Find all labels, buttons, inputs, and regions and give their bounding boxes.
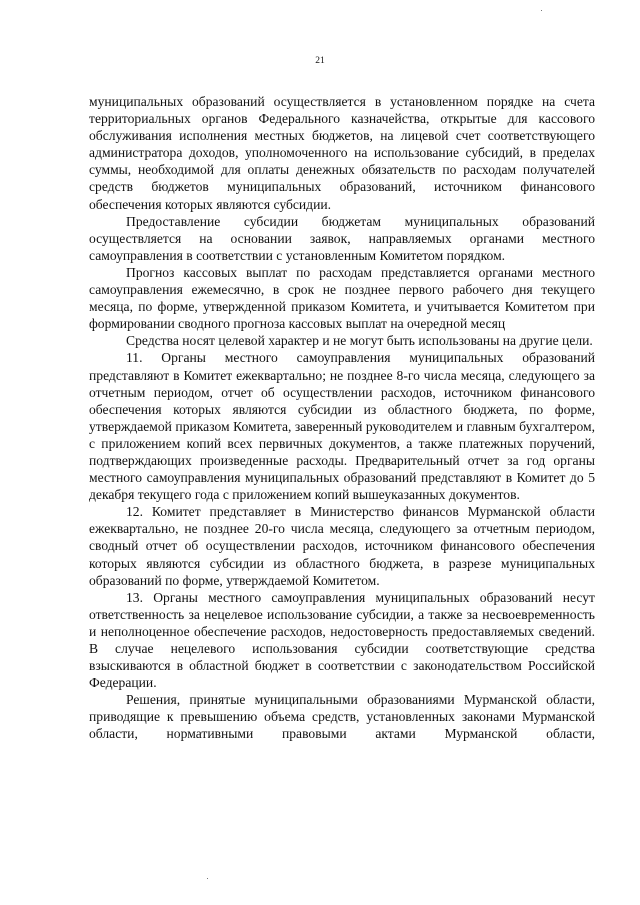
scan-speck <box>541 10 542 11</box>
paragraph-continuation: муниципальных образований осуществляется в установленном порядке на счета территориальных органов Федерального казначейства, открытые для кассового обслуживания исполнения местных бюджетов, на лицевой счет соответствующего администратора доходов, уполномоченного на использование субсидий, в пределах суммы, необходимой для оплаты денежных обязательств по расходам получателей средств бюджетов муниципальных образований, источником финансового обеспечения которых являются субсидии. <box>89 94 595 212</box>
paragraph-targeted-funds: Средства носят целевой характер и не могут быть использованы на другие цели. <box>126 333 593 349</box>
scan-speck <box>207 878 208 879</box>
paragraph-subsidy-provision: Предоставление субсидии бюджетам муниципальных образований осуществляется на основании заявок, направляемых органами местного самоуправления в соответствии с установленным Комитетом порядком. <box>89 213 595 263</box>
document-body <box>89 93 595 743</box>
paragraph-cash-forecast: Прогноз кассовых выплат по расходам представляется органами местного самоуправления ежемесячно, в срок не позднее первого рабочего дня текущего месяца, по форме, утвержденной приказом Комитета, и учитывается Комитетом при формировании сводного прогноза кассовых выплат на очередной месяц <box>89 264 595 332</box>
paragraph-13: 13. Органы местного самоуправления муниципальных образований несут ответственность за нецелевое использование субсидии, а также за несвоевременность и неполноценное обеспечение расходов, недостоверность предоставляемых сведений. В случае нецелевого использования субсидии соответствующие средства взыскиваются в областной бюджет в соответствии с законодательством Российской Федерации. <box>89 589 595 691</box>
paragraph-11: 11. Органы местного самоуправления муниципальных образований представляют в Комитет ежеквартально; не позднее 8-го числа месяца, следующего за отчетным периодом, отчет об осуществлении расходов, источником финансового обеспечения которых являются субсидии из областного бюджета, по форме, утверждаемой приказом Комитета, заверенный руководителем и главным бухгалтером, с приложением копий всех первичных документов, а также платежных поручений, подтверждающих произведенные расходы. Предварительный отчет за год органы местного самоуправления муниципальных образований представляют в Комитет до 5 декабря текущего года с приложением копий вышеуказанных документов. <box>89 350 595 503</box>
page-number: 21 <box>315 56 325 66</box>
paragraph-12: 12. Комитет представляет в Министерство финансов Мурманской области ежеквартально, не позднее 20-го числа месяца, следующего за отчетным периодом, сводный отчет об осуществлении расходов, источником финансового обеспечения которых являются субсидии из областного бюджета, в разрезе муниципальных образований по форме, утверждаемой Комитетом. <box>89 504 595 588</box>
paragraph-decisions: Решения, принятые муниципальными образованиями Мурманской области, приводящие к превышению объема средств, установленных законами Мурманской области, нормативными правовыми актами Мурманской области, <box>89 692 595 742</box>
